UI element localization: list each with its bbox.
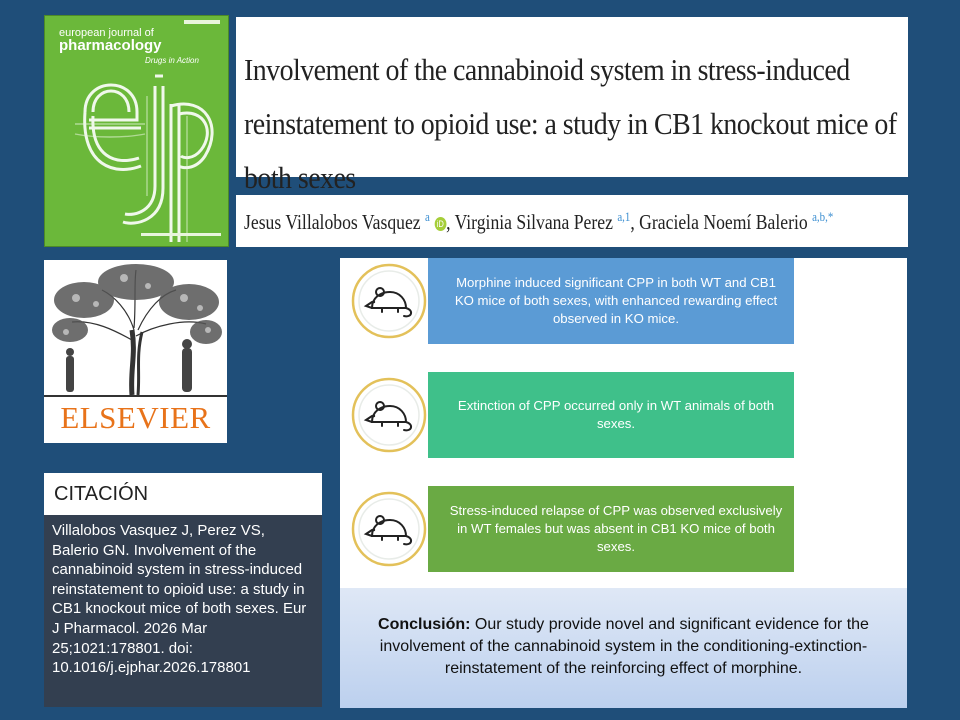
cover-title-line1: european journal of [59, 27, 154, 39]
finding-box-3 [428, 486, 794, 572]
article-title: Involvement of the cannabinoid system in stress-induced reinstatement to opioid use: a study in CB1 knockout mice of both sexes [244, 52, 897, 195]
authors-box [236, 195, 908, 247]
conclusion-label: Conclusión: [378, 616, 471, 633]
mouse-icon [350, 490, 428, 568]
author-affiliation: a [425, 209, 430, 224]
conclusion-text: Our study provide novel and significant evidence for the involvement of the cannabinoid system in the conditioning-extinction-reinstatement of the reinforcing effect of morphine. [379, 616, 869, 677]
finding-circle-2 [350, 376, 428, 454]
authors-line [244, 209, 833, 235]
finding-box-2 [428, 372, 794, 458]
citation-text: Villalobos Vasquez J, Perez VS, Balerio GN. Involvement of the cannabinoid system in stress-induced reinstatement to opioid use: a study in CB1 knockout mice of both sexes. Eur J Pharmacol. 2026 Mar 25;1021:178801. doi: 10.1016/j.ejphar.2026.178801 [44, 515, 322, 707]
finding-text: Morphine induced significant CPP in both WT and CB1 KO mice of both sexes, with enhanced rewarding effect observed in KO mice. [454, 275, 778, 326]
finding-circle-3 [350, 490, 428, 568]
cover-subtitle: Drugs in Action [145, 56, 199, 65]
mouse-icon [350, 262, 428, 340]
citation-header: CITACIÓN [44, 473, 322, 515]
author-affiliation: a,1 [617, 209, 631, 224]
findings-panel [340, 258, 907, 708]
finding-text: Stress-induced relapse of CPP was observed exclusively in WT females but was absent in CB1 KO mice of both sexes. [449, 503, 783, 554]
cover-footer-line [141, 233, 221, 236]
journal-cover [44, 15, 229, 247]
author-separator: , [630, 210, 640, 234]
mouse-icon [350, 376, 428, 454]
orcid-icon[interactable]: iD [434, 217, 446, 231]
author-name: Jesus Villalobos Vasquez [244, 210, 421, 234]
elsevier-wordmark: ELSEVIER [60, 400, 211, 435]
article-title-box [236, 17, 908, 195]
elsevier-tree-icon [44, 260, 227, 400]
finding-circle-1 [350, 262, 428, 340]
finding-text: Extinction of CPP occurred only in WT animals of both sexes. [457, 398, 775, 431]
conclusion-box [340, 588, 907, 708]
finding-box-1 [428, 258, 794, 344]
author-affiliation: a,b,* [812, 209, 834, 224]
elsevier-logo [44, 260, 227, 443]
ejp-monogram-icon [45, 16, 229, 247]
author-separator: , [446, 210, 455, 234]
cover-title-line2: pharmacology [59, 37, 162, 54]
author-name: Graciela Noemí Balerio [639, 210, 808, 234]
author-name: Virginia Silvana Perez [454, 210, 613, 234]
